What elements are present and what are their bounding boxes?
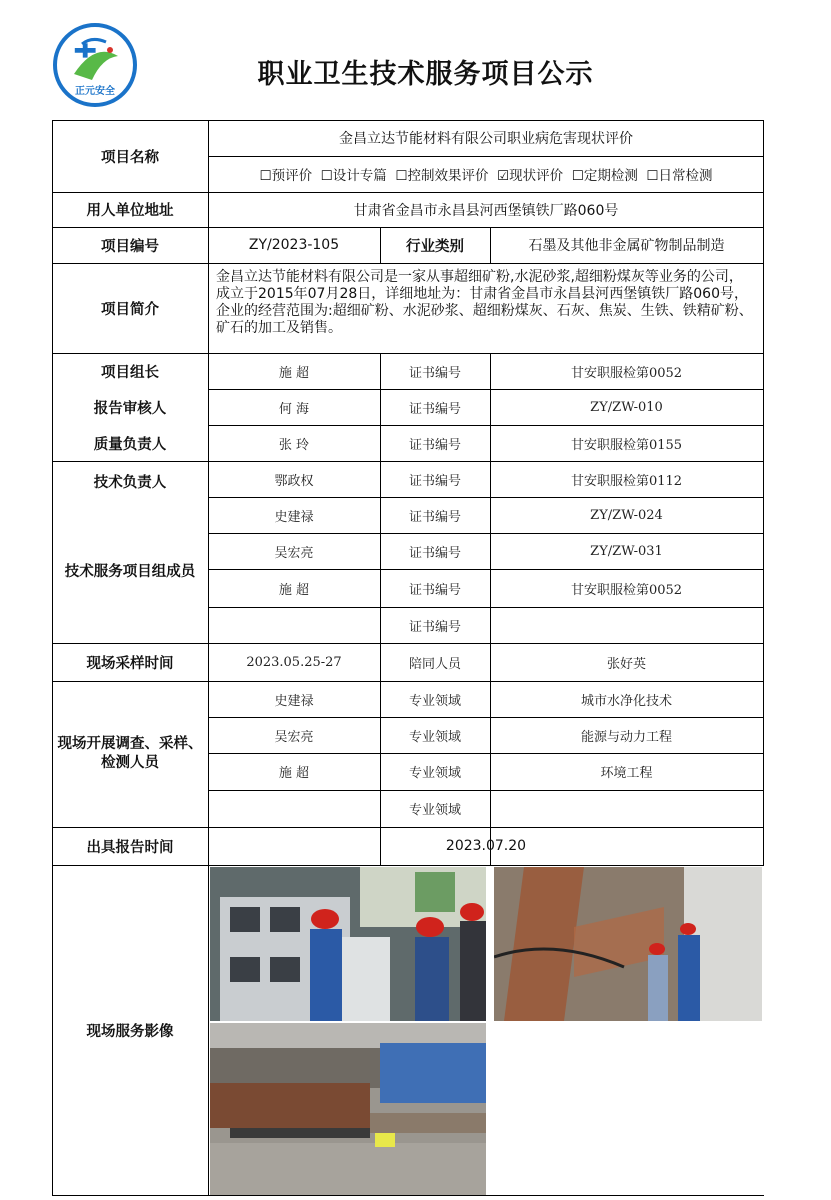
cert-label: 证书编号: [408, 582, 461, 598]
leader-name: 施 超: [278, 365, 310, 381]
field-label: 专业领域: [408, 729, 461, 745]
project-name-value: 金昌立达节能材料有限公司职业病危害现状评价: [339, 131, 633, 147]
survey-person-field: 环境工程: [600, 766, 653, 781]
sampling-time-value: 2023.05.25-27: [246, 654, 342, 670]
survey-person-name: 施 超: [278, 766, 310, 781]
survey-person-field: 能源与动力工程: [580, 729, 672, 745]
report-time-label: 出具报告时间: [86, 839, 174, 856]
reviewer-label: 报告审核人: [93, 400, 167, 417]
site-photo-kiln: [494, 867, 762, 1021]
cert-label: 证书编号: [408, 437, 461, 453]
industry-label: 行业类别: [406, 238, 464, 255]
site-photo-yard: [210, 1023, 486, 1195]
address-label: 用人单位地址: [86, 203, 174, 219]
survey-person-name: 吴宏亮: [274, 729, 314, 745]
tech-lead-label: 技术负责人: [93, 474, 167, 491]
tech-lead-name: 鄂政权: [274, 473, 314, 489]
member-cert: ZY/ZW-024: [590, 507, 663, 523]
field-label: 专业领域: [408, 766, 461, 781]
field-label: 专业领域: [408, 803, 461, 818]
reviewer-cert: ZY/ZW-010: [590, 399, 663, 415]
intro-value: 金昌立达节能材料有限公司是一家从事超细矿粉,水泥砂浆,超细粉煤灰等业务的公司，成立于2015年07月28日，详细地址为：甘肃省金昌市永昌县河西堡镇铁厂路060号，企业的经营范围为:超细矿粉、水泥砂浆、超细粉煤灰、石灰、焦炭、生铁、铁精矿粉、矿石的加工及销售。: [216, 269, 753, 336]
project-id-label: 项目编号: [101, 238, 159, 255]
leader-cert: 甘安职服检第0052: [570, 365, 683, 381]
report-time-value: 2023.07.20: [445, 838, 527, 854]
cert-label: 证书编号: [408, 401, 461, 417]
logo-text: 正元安全: [75, 86, 115, 97]
project-id-value: ZY/2023-105: [248, 237, 340, 253]
project-type-options: ☐预评价 ☐设计专篇 ☐控制效果评价 ☑现状评价 ☐定期检测 ☐日常检测: [259, 168, 713, 184]
member-cert: 甘安职服检第0052: [570, 582, 683, 598]
field-label: 专业领域: [408, 693, 461, 709]
project-name-label: 项目名称: [101, 149, 159, 166]
members-label: 技术服务项目组成员: [64, 563, 196, 580]
page-title: 职业卫生技术服务项目公示: [257, 59, 594, 90]
quality-cert: 甘安职服检第0155: [570, 437, 683, 453]
accompany-value: 张好英: [606, 656, 646, 672]
leader-label: 项目组长: [101, 364, 159, 381]
tech-lead-cert: 甘安职服检第0112: [570, 473, 683, 489]
survey-person-field: [490, 790, 763, 827]
member-name: [208, 607, 380, 643]
cert-label: 证书编号: [408, 619, 461, 635]
cert-label: 证书编号: [408, 473, 461, 489]
quality-name: 张 玲: [278, 437, 310, 453]
cert-label: 证书编号: [408, 365, 461, 381]
survey-person-name: 史建禄: [274, 693, 314, 709]
quality-label: 质量负责人: [93, 436, 167, 453]
accompany-label: 陪同人员: [408, 656, 461, 672]
member-cert: [490, 607, 763, 643]
member-name: 施 超: [278, 582, 310, 598]
survey-person-name: [208, 790, 380, 827]
cert-label: 证书编号: [408, 545, 461, 561]
site-photo-control-room: [210, 867, 486, 1021]
reviewer-name: 何 海: [278, 401, 310, 417]
cert-label: 证书编号: [408, 509, 461, 525]
intro-label: 项目简介: [101, 301, 159, 318]
member-name: 吴宏亮: [274, 545, 314, 561]
photos-label: 现场服务影像: [86, 1023, 174, 1040]
survey-label: 现场开展调查、采样、检测人员: [57, 736, 203, 771]
address-value: 甘肃省金昌市永昌县河西堡镇铁厂路060号: [353, 202, 619, 219]
sampling-time-label: 现场采样时间: [86, 655, 174, 672]
member-name: 史建禄: [274, 509, 314, 525]
member-cert: ZY/ZW-031: [590, 543, 663, 559]
survey-person-field: 城市水净化技术: [580, 693, 672, 709]
industry-value: 石墨及其他非金属矿物制品制造: [528, 238, 725, 254]
